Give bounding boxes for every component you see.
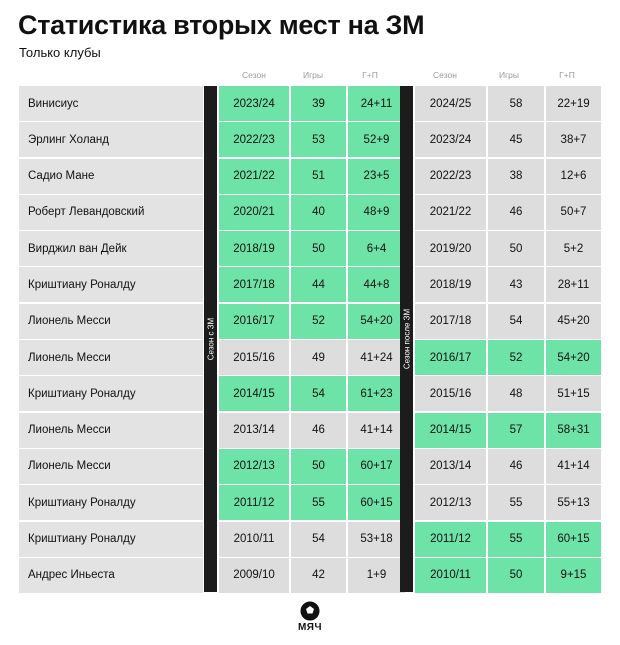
page-subtitle: Только клубы bbox=[19, 45, 101, 60]
column-headers bbox=[0, 70, 620, 84]
games-with-wc: 49 bbox=[291, 340, 346, 375]
season-after-wc: 2013/14 bbox=[415, 449, 486, 484]
goals-assists-with-wc: 1+9 bbox=[348, 558, 405, 593]
goals-assists-with-wc: 24+11 bbox=[348, 86, 405, 121]
games-with-wc: 54 bbox=[291, 522, 346, 557]
season-with-wc: 2016/17 bbox=[219, 304, 289, 339]
player-name: Эрлинг Холанд bbox=[19, 122, 203, 157]
season-after-wc: 2010/11 bbox=[415, 558, 486, 593]
logo-text: МЯЧ bbox=[297, 622, 323, 633]
games-with-wc: 50 bbox=[291, 449, 346, 484]
goals-assists-after-wc: 28+11 bbox=[546, 267, 601, 302]
season-with-wc: 2010/11 bbox=[219, 522, 289, 557]
goals-assists-after-wc: 55+13 bbox=[546, 485, 601, 520]
games-with-wc: 55 bbox=[291, 485, 346, 520]
season-after-wc: 2018/19 bbox=[415, 267, 486, 302]
games-after-wc: 45 bbox=[488, 122, 544, 157]
season-after-wc: 2024/25 bbox=[415, 86, 486, 121]
header-games-1: Игры bbox=[302, 70, 324, 80]
games-after-wc: 57 bbox=[488, 413, 544, 448]
header-season-1: Сезон bbox=[242, 70, 266, 80]
season-with-wc: 2021/22 bbox=[219, 159, 289, 194]
season-after-wc: 2016/17 bbox=[415, 340, 486, 375]
games-after-wc: 38 bbox=[488, 159, 544, 194]
season-with-wc: 2009/10 bbox=[219, 558, 289, 593]
games-after-wc: 43 bbox=[488, 267, 544, 302]
games-with-wc: 42 bbox=[291, 558, 346, 593]
table-row bbox=[19, 485, 601, 521]
games-after-wc: 50 bbox=[488, 558, 544, 593]
goals-assists-with-wc: 41+14 bbox=[348, 413, 405, 448]
player-name: Вирджил ван Дейк bbox=[19, 231, 203, 266]
player-name: Криштиану Роналду bbox=[19, 376, 203, 411]
season-with-wc: 2013/14 bbox=[219, 413, 289, 448]
player-name: Криштиану Роналду bbox=[19, 267, 203, 302]
bar-label-left: Сезон с ЗМ bbox=[206, 317, 215, 361]
season-after-wc: 2015/16 bbox=[415, 376, 486, 411]
games-after-wc: 54 bbox=[488, 304, 544, 339]
goals-assists-with-wc: 54+20 bbox=[348, 304, 405, 339]
games-after-wc: 55 bbox=[488, 522, 544, 557]
player-name: Лионель Месси bbox=[19, 340, 203, 375]
goals-assists-after-wc: 38+7 bbox=[546, 122, 601, 157]
games-after-wc: 52 bbox=[488, 340, 544, 375]
games-with-wc: 53 bbox=[291, 122, 346, 157]
player-name: Роберт Левандовский bbox=[19, 195, 203, 230]
goals-assists-with-wc: 61+23 bbox=[348, 376, 405, 411]
table-row bbox=[19, 231, 601, 267]
goals-assists-after-wc: 12+6 bbox=[546, 159, 601, 194]
season-with-wc: 2014/15 bbox=[219, 376, 289, 411]
season-after-wc: 2014/15 bbox=[415, 413, 486, 448]
goals-assists-after-wc: 45+20 bbox=[546, 304, 601, 339]
table-row bbox=[19, 340, 601, 376]
goals-assists-with-wc: 53+18 bbox=[348, 522, 405, 557]
season-with-wc: 2011/12 bbox=[219, 485, 289, 520]
header-gp-1: Г+П bbox=[362, 70, 378, 80]
games-with-wc: 39 bbox=[291, 86, 346, 121]
goals-assists-with-wc: 6+4 bbox=[348, 231, 405, 266]
table-row bbox=[19, 376, 601, 412]
season-with-wc: 2012/13 bbox=[219, 449, 289, 484]
games-with-wc: 50 bbox=[291, 231, 346, 266]
table-row bbox=[19, 86, 601, 122]
stats-table bbox=[19, 86, 601, 594]
season-with-wc: 2015/16 bbox=[219, 340, 289, 375]
bar-season-after-wc bbox=[400, 86, 413, 592]
table-row bbox=[19, 159, 601, 195]
player-name: Садио Мане bbox=[19, 159, 203, 194]
player-name: Лионель Месси bbox=[19, 413, 203, 448]
player-name: Криштиану Роналду bbox=[19, 485, 203, 520]
games-after-wc: 48 bbox=[488, 376, 544, 411]
brand-logo bbox=[294, 601, 326, 633]
season-after-wc: 2022/23 bbox=[415, 159, 486, 194]
season-after-wc: 2023/24 bbox=[415, 122, 486, 157]
games-with-wc: 46 bbox=[291, 413, 346, 448]
games-after-wc: 58 bbox=[488, 86, 544, 121]
table-row bbox=[19, 195, 601, 231]
player-name: Лионель Месси bbox=[19, 449, 203, 484]
season-after-wc: 2017/18 bbox=[415, 304, 486, 339]
season-with-wc: 2017/18 bbox=[219, 267, 289, 302]
goals-assists-with-wc: 52+9 bbox=[348, 122, 405, 157]
goals-assists-with-wc: 23+5 bbox=[348, 159, 405, 194]
season-after-wc: 2021/22 bbox=[415, 195, 486, 230]
goals-assists-after-wc: 22+19 bbox=[546, 86, 601, 121]
games-with-wc: 51 bbox=[291, 159, 346, 194]
player-name: Андрес Иньеста bbox=[19, 558, 203, 593]
table-row bbox=[19, 413, 601, 449]
header-gp-2: Г+П bbox=[559, 70, 575, 80]
goals-assists-after-wc: 5+2 bbox=[546, 231, 601, 266]
season-with-wc: 2023/24 bbox=[219, 86, 289, 121]
header-season-2: Сезон bbox=[433, 70, 457, 80]
goals-assists-after-wc: 9+15 bbox=[546, 558, 601, 593]
table-row bbox=[19, 304, 601, 340]
goals-assists-after-wc: 60+15 bbox=[546, 522, 601, 557]
games-after-wc: 50 bbox=[488, 231, 544, 266]
goals-assists-after-wc: 58+31 bbox=[546, 413, 601, 448]
player-name: Винисиус bbox=[19, 86, 203, 121]
season-with-wc: 2022/23 bbox=[219, 122, 289, 157]
table-row bbox=[19, 558, 601, 594]
goals-assists-after-wc: 51+15 bbox=[546, 376, 601, 411]
games-with-wc: 52 bbox=[291, 304, 346, 339]
table-row bbox=[19, 267, 601, 303]
table-row bbox=[19, 122, 601, 158]
games-after-wc: 46 bbox=[488, 195, 544, 230]
page-title: Статистика вторых мест на ЗМ bbox=[18, 10, 425, 40]
games-with-wc: 44 bbox=[291, 267, 346, 302]
player-name: Лионель Месси bbox=[19, 304, 203, 339]
goals-assists-with-wc: 60+17 bbox=[348, 449, 405, 484]
games-with-wc: 40 bbox=[291, 195, 346, 230]
table-row bbox=[19, 449, 601, 485]
goals-assists-with-wc: 44+8 bbox=[348, 267, 405, 302]
season-with-wc: 2018/19 bbox=[219, 231, 289, 266]
goals-assists-with-wc: 60+15 bbox=[348, 485, 405, 520]
goals-assists-after-wc: 54+20 bbox=[546, 340, 601, 375]
season-after-wc: 2012/13 bbox=[415, 485, 486, 520]
bar-season-with-wc bbox=[204, 86, 217, 592]
games-with-wc: 54 bbox=[291, 376, 346, 411]
football-icon bbox=[300, 601, 320, 621]
player-name: Криштиану Роналду bbox=[19, 522, 203, 557]
table-row bbox=[19, 522, 601, 558]
season-with-wc: 2020/21 bbox=[219, 195, 289, 230]
goals-assists-with-wc: 48+9 bbox=[348, 195, 405, 230]
goals-assists-with-wc: 41+24 bbox=[348, 340, 405, 375]
games-after-wc: 55 bbox=[488, 485, 544, 520]
games-after-wc: 46 bbox=[488, 449, 544, 484]
goals-assists-after-wc: 41+14 bbox=[546, 449, 601, 484]
season-after-wc: 2011/12 bbox=[415, 522, 486, 557]
bar-label-right: Сезон после ЗМ bbox=[402, 308, 411, 370]
goals-assists-after-wc: 50+7 bbox=[546, 195, 601, 230]
season-after-wc: 2019/20 bbox=[415, 231, 486, 266]
header-games-2: Игры bbox=[498, 70, 520, 80]
